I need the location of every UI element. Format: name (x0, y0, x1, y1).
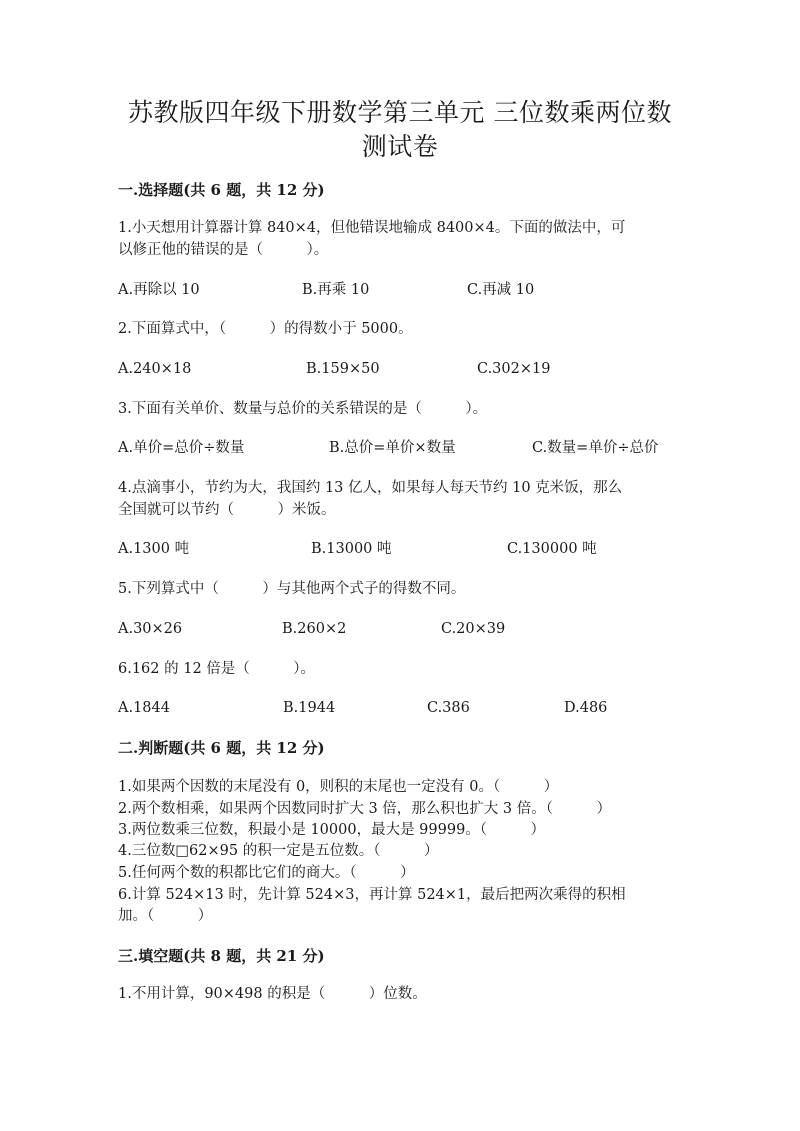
fill-question-1: 1.不用计算，90×498 的积是（ ）位数。 (118, 986, 427, 1002)
exam-title-line1: 苏教版四年级下册数学第三单元 三位数乘两位数 (128, 98, 672, 127)
question-4-text-line2: 全国就可以节约（ ）米饭。 (118, 502, 336, 518)
question-5-option-c: C.20×39 (441, 621, 506, 637)
question-6-option-b: B.1944 (283, 700, 336, 716)
judge-item-2: 2.两个数相乘，如果两个因数同时扩大 3 倍，那么积也扩大 3 倍。（ ） (118, 801, 611, 817)
question-2-option-c: C.302×19 (477, 361, 551, 377)
question-2-text: 2.下面算式中，（ ）的得数小于 5000。 (118, 321, 413, 337)
question-3-option-a: A.单价=总价÷数量 (118, 440, 245, 456)
question-6-text: 6.162 的 12 倍是（ ）。 (118, 661, 316, 677)
question-2-option-b: B.159×50 (306, 361, 380, 377)
question-5-text: 5.下列算式中（ ）与其他两个式子的得数不同。 (118, 581, 466, 597)
question-5-option-b: B.260×2 (282, 621, 347, 637)
question-6-option-a: A.1844 (118, 700, 170, 716)
question-1-text-line2: 以修正他的错误的是（ ）。 (118, 242, 329, 258)
judge-item-5: 5.任何两个数的积都比它们的商大。（ ） (118, 865, 415, 881)
question-1-text-line1: 1.小天想用计算器计算 840×4，但他错误地输成 8400×4。下面的做法中，可 (118, 220, 626, 236)
question-6-option-c: C.386 (427, 700, 470, 716)
question-1-option-a: A.再除以 10 (118, 282, 200, 298)
judge-item-3: 3.两位数乘三位数，积最小是 10000，最大是 99999。（ ） (118, 822, 546, 838)
exam-title-line2: 测试卷 (361, 132, 439, 161)
question-4-option-c: C.130000 吨 (507, 541, 597, 557)
section-judge-heading: 二.判断题(共 6 题，共 12 分) (118, 739, 325, 757)
judge-item-4: 4.三位数□62×95 的积一定是五位数。（ ） (118, 843, 439, 859)
section-fill-heading: 三.填空题(共 8 题，共 21 分) (118, 947, 325, 965)
question-5-option-a: A.30×26 (118, 621, 183, 637)
question-6-option-d: D.486 (564, 700, 608, 716)
question-4-option-a: A.1300 吨 (118, 541, 190, 557)
question-4-option-b: B.13000 吨 (311, 541, 392, 557)
question-4-text-line1: 4.点滴事小，节约为大，我国约 13 亿人，如果每人每天节约 10 克米饭，那么 (118, 480, 623, 496)
judge-item-6-line1: 6.计算 524×13 时，先计算 524×3，再计算 524×1，最后把两次乘得的积相 (118, 887, 626, 903)
judge-item-1: 1.如果两个因数的末尾没有 0，则积的末尾也一定没有 0。（ ） (118, 779, 559, 795)
judge-item-6-line2: 加。（ ） (118, 908, 213, 924)
question-3-text: 3.下面有关单价、数量与总价的关系错误的是（ ）。 (118, 401, 488, 417)
question-1-option-c: C.再减 10 (467, 282, 535, 298)
question-2-option-a: A.240×18 (118, 361, 192, 377)
section-choice-heading: 一.选择题(共 6 题，共 12 分) (118, 181, 325, 199)
question-3-option-b: B.总价=单价×数量 (329, 440, 456, 456)
question-3-option-c: C.数量=单价÷总价 (532, 440, 659, 456)
question-1-option-b: B.再乘 10 (302, 282, 370, 298)
